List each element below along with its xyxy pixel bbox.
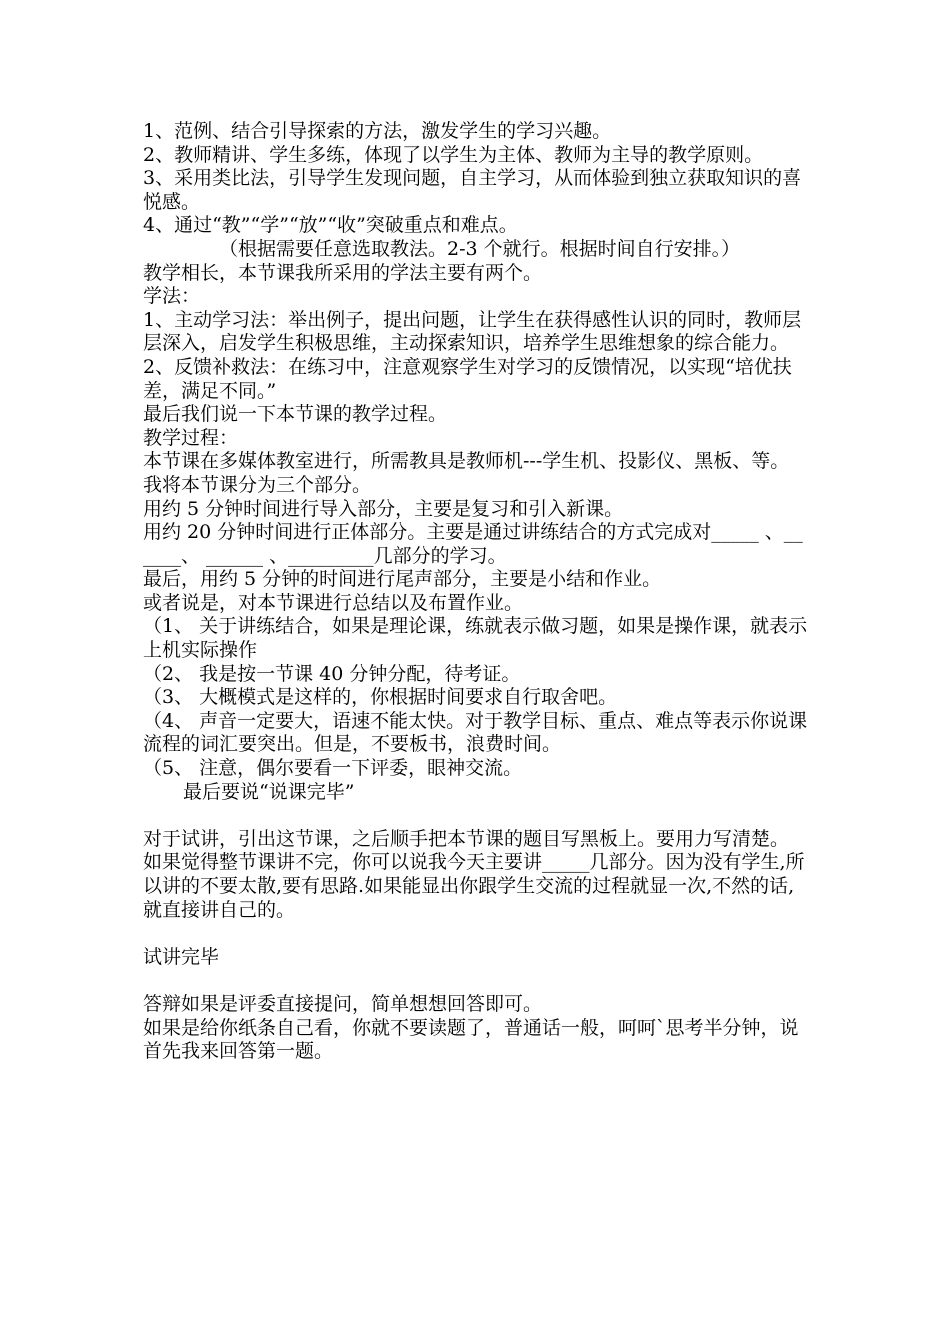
blank-line xyxy=(143,922,811,946)
paragraph-three-parts: 我将本节课分为三个部分。 xyxy=(143,473,372,496)
blank-line xyxy=(143,804,811,828)
paragraph-teaching-method-3: 3、采用类比法，引导学生发现问题，自主学习，从而体验到独立获取知识的喜悦感。 xyxy=(143,167,802,213)
paragraph-process-intro: 最后我们说一下本节课的教学过程。 xyxy=(143,403,448,426)
heading-teaching-process: 教学过程： xyxy=(143,426,239,449)
document-body xyxy=(143,120,811,1064)
heading-learning-method: 学法： xyxy=(143,285,201,308)
paragraph-learning-intro: 教学相长，本节课我所采用的学法主要有两个。 xyxy=(143,261,543,284)
note-2: （2、 我是按一节课 40 分钟分配，待考证。 xyxy=(143,662,521,685)
paragraph-main-part: 用约 20 分钟时间进行正体部分。主要是通过讲练结合的方式完成对_____ 、______、 ______ 、_________几部分的学习。 xyxy=(143,521,803,567)
paragraph-teaching-method-4: 4、通过“教”“学”“放”“收”突破重点和难点。 xyxy=(143,214,518,237)
paragraph-trial-lecture: 对于试讲，引出这节课，之后顺手把本节课的题目写黑板上。要用力写清楚。 xyxy=(143,827,790,850)
note-5: （5、 注意，偶尔要看一下评委，眼神交流。 xyxy=(143,757,523,780)
paragraph-learning-methods: 1、主动学习法：举出例子，提出问题，让学生在获得感性认识的同时，教师层层深入，启发学生积极思维，主动探索知识，培养学生思维想象的综合能力。2、反馈补救法：在练习中，注意观察学生对学习的反馈情况，以实现“培优扶差，满足不同。” xyxy=(143,308,802,402)
paragraph-defense-1: 答辩如果是评委直接提问，简单想想回答即可。 xyxy=(143,992,543,1015)
paragraph-method-note: （根据需要任意选取教法。2-3 个就行。根据时间自行安排。） xyxy=(219,237,741,260)
paragraph-classroom: 本节课在多媒体教室进行，所需教具是教师机---学生机、投影仪、黑板、等。 xyxy=(143,450,790,473)
paragraph-teaching-method-1: 1、范例、结合引导探索的方法，激发学生的学习兴趣。 xyxy=(143,120,612,142)
heading-trial-complete: 试讲完毕 xyxy=(143,945,220,968)
blank-line xyxy=(143,969,811,993)
closing-statement: 最后要说“说课完毕” xyxy=(183,780,355,803)
paragraph-defense-2: 如果是给你纸条自己看，你就不要读题了，普通话一般，呵呵`思考半分钟，说首先我来回答第一题。 xyxy=(143,1016,799,1063)
paragraph-teaching-method-2: 2、教师精讲、学生多练，体现了以学生为主体、教师为主导的教学原则。 xyxy=(143,143,764,166)
note-1: （1、 关于讲练结合，如果是理论课，练就表示做习题，如果是操作课，就表示上机实际操作 xyxy=(143,615,808,662)
paragraph-intro-part: 用约 5 分钟时间进行导入部分，主要是复习和引入新课。 xyxy=(143,497,624,520)
paragraph-trial-advice: 如果觉得整节课讲不完，你可以说我今天主要讲_____几部分。因为没有学生,所以讲的不要太散,要有思路.如果能显出你跟学生交流的过程就显一次,不然的话,就直接讲自己的。 xyxy=(143,851,805,921)
paragraph-ending-part: 最后，用约 5 分钟的时间进行尾声部分，主要是小结和作业。 xyxy=(143,568,662,591)
note-4: （4、 声音一定要大，语速不能太快。对于教学目标、重点、难点等表示你说课流程的词汇要突出。但是，不要板书，浪费时间。 xyxy=(143,709,808,756)
paragraph-summary: 或者说是，对本节课进行总结以及布置作业。 xyxy=(143,591,524,614)
note-3: （3、 大概模式是这样的，你根据时间要求自行取舍吧。 xyxy=(143,686,618,709)
